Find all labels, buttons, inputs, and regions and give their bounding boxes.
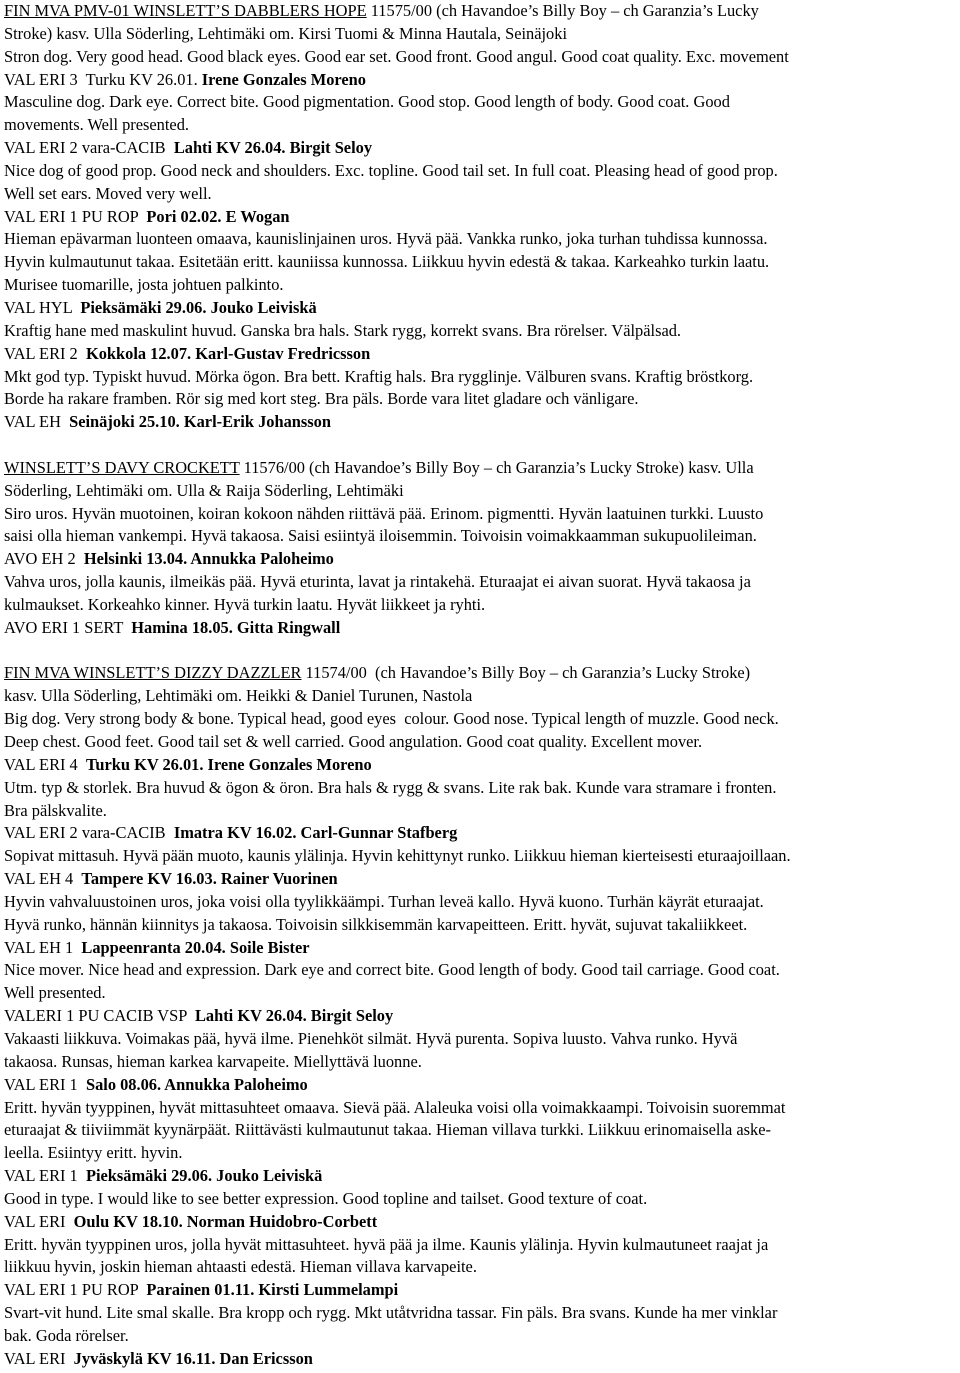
text-run: VAL ERI 2 vara-CACIB <box>4 138 174 158</box>
text-run: AVO ERI 1 SERT <box>4 617 132 637</box>
text-line <box>4 366 960 389</box>
text-line <box>4 46 960 69</box>
text-run: Eritt. hyvän tyyppinen, hyvät mittasuhteet omaava. Sievä pää. Alaleuka voisi olla voimakkaampi. Toivoisin suoremmat <box>4 1097 786 1117</box>
text-run: Hieman epävarman luonteen omaava, kaunislinjainen uros. Hyvä pää. Vankka runko, joka turhan tuhdissa kunnossa. <box>4 229 768 249</box>
text-line <box>4 937 960 960</box>
text-line <box>4 206 960 229</box>
text-line <box>4 297 960 320</box>
text-line <box>4 548 960 571</box>
text-run: Hyvä runko, hännän kiinnitys ja takaosa. Toivoisin silkkisemmän karvapeitteen. Eritt. hyvät, sujuvat takaliikkeet. <box>4 914 748 934</box>
show-and-judge: Imatra KV 16.02. Carl-Gunnar Stafberg <box>173 823 458 843</box>
text-line <box>4 525 960 548</box>
text-line <box>4 1097 960 1120</box>
text-line <box>4 1142 960 1165</box>
show-and-judge: Jyväskylä KV 16.11. Dan Ericsson <box>73 1348 313 1368</box>
dog-name-heading: FIN MVA PMV-01 WINSLETT’S DABBLERS HOPE <box>4 1 367 20</box>
text-run: VAL EH 1 <box>4 937 82 957</box>
text-run: Murisee tuomarille, josta johtuen palkinto. <box>4 275 284 295</box>
text-line <box>4 320 960 343</box>
text-run: VAL HYL <box>4 297 81 317</box>
text-run: Stroke) kasv. Ulla Söderling, Lehtimäki om. Kirsi Tuomi & Minna Hautala, Seinäjoki <box>4 23 567 43</box>
text-run: Kraftig hane med maskulint huvud. Ganska bra hals. Stark rygg, korrekt svans. Bra rörelser. Välpälsad. <box>4 320 682 340</box>
dog-name-heading: FIN MVA WINSLETT’S DIZZY DAZZLER <box>4 663 302 683</box>
text-run: VAL ERI 1 PU ROP <box>4 1280 147 1300</box>
text-line <box>4 343 960 366</box>
text-run: Mkt god typ. Typiskt huvud. Mörka ögon. Bra bett. Kraftig hals. Bra rygglinje. Välburen svans. Kraftig bröstkorg. <box>4 366 754 386</box>
text-line <box>4 1165 960 1188</box>
text-line <box>4 183 960 206</box>
text-line <box>4 800 960 823</box>
text-run: Hyvin kulmautunut takaa. Esitetään eritt. kauniissa kunnossa. Liikkuu hyvin edestä & takaa. Karkeahko turkin laatu. <box>4 252 770 272</box>
section-gap <box>4 640 960 663</box>
text-line <box>4 731 960 754</box>
text-line <box>4 457 960 480</box>
text-run: VAL ERI 2 vara-CACIB <box>4 823 174 843</box>
text-run: Big dog. Very strong body & bone. Typical head, good eyes colour. Good nose. Typical length of muzzle. Good neck. <box>4 709 779 729</box>
text-run: Svart-vit hund. Lite smal skalle. Bra kropp och rygg. Mkt utåtvridna tassar. Fin päls. Bra svans. Kunde ha mer vinklar <box>4 1303 778 1323</box>
text-line <box>4 708 960 731</box>
text-line <box>4 1256 960 1279</box>
show-and-judge: Helsinki 13.04. Annukka Paloheimo <box>83 549 334 569</box>
show-and-judge: Lahti KV 26.04. Birgit Seloy <box>194 1006 394 1026</box>
text-line <box>4 137 960 160</box>
show-and-judge: Pieksämäki 29.06. Jouko Leiviskä <box>80 297 317 317</box>
show-and-judge: Salo 08.06. Annukka Paloheimo <box>85 1074 308 1094</box>
text-line <box>4 1348 960 1371</box>
text-line <box>4 868 960 891</box>
show-and-judge: Parainen 01.11. Kirsti Lummelampi <box>146 1280 399 1300</box>
text-line <box>4 114 960 137</box>
text-run: Masculine dog. Dark eye. Correct bite. Good pigmentation. Good stop. Good length of body. Good coat. Good <box>4 92 730 112</box>
text-line <box>4 662 960 685</box>
text-line <box>4 617 960 640</box>
text-line <box>4 91 960 114</box>
text-line <box>4 69 960 92</box>
text-line <box>4 685 960 708</box>
text-run: kasv. Ulla Söderling, Lehtimäki om. Heikki & Daniel Turunen, Nastola <box>4 686 473 706</box>
text-run: leella. Esiintyy eritt. hyvin. <box>4 1143 183 1163</box>
text-run: kulmaukset. Korkeahko kinner. Hyvä turkin laatu. Hyvät liikkeet ja ryhti. <box>4 594 486 614</box>
text-line <box>4 23 960 46</box>
text-line <box>4 845 960 868</box>
text-line <box>4 777 960 800</box>
text-run: Borde ha rakare framben. Rör sig med kort steg. Bra päls. Borde vara litet gladare och vänligare. <box>4 389 639 409</box>
text-line <box>4 891 960 914</box>
show-and-judge: Lahti KV 26.04. Birgit Seloy <box>173 138 373 158</box>
text-run: Sopivat mittasuh. Hyvä pään muoto, kaunis ylälinja. Hyvin kehittynyt runko. Liikkuu hieman kierteisesti eturaajoillaan. <box>4 846 791 866</box>
text-line <box>4 754 960 777</box>
text-line <box>4 1302 960 1325</box>
text-line <box>4 251 960 274</box>
text-run: liikkuu hyvin, joskin hieman ahtaasti edestä. Hieman villava karvapeite. <box>4 1257 477 1277</box>
text-line <box>4 1119 960 1142</box>
text-run: VAL ERI 4 <box>4 754 86 774</box>
text-line <box>4 822 960 845</box>
text-line <box>4 594 960 617</box>
text-run: bak. Goda rörelser. <box>4 1325 129 1345</box>
text-line <box>4 228 960 251</box>
text-line <box>4 1279 960 1302</box>
text-run: takaosa. Runsas, hieman karkea karvapeite. Miellyttävä luonne. <box>4 1051 422 1071</box>
text-run: VAL ERI <box>4 1348 74 1368</box>
text-run: VAL ERI 1 <box>4 1166 86 1186</box>
text-run: Good in type. I would like to see better expression. Good topline and tailset. Good texture of coat. <box>4 1188 648 1208</box>
text-run: movements. Well presented. <box>4 115 190 135</box>
text-run: VALERI 1 PU CACIB VSP <box>4 1006 195 1026</box>
show-and-judge: Lappeenranta 20.04. Soile Bister <box>81 937 310 957</box>
text-run: eturaajat & tiiviimmät kyynärpäät. Riittävästi kulmautunut takaa. Hieman villava turkki. Liikkuu erinomaisella aske- <box>4 1120 771 1140</box>
section-gap <box>4 434 960 457</box>
text-run: Stron dog. Very good head. Good black eyes. Good ear set. Good front. Good angul. Good coat quality. Exc. movement <box>4 46 789 66</box>
show-and-judge: Irene Gonzales Moreno <box>201 69 366 89</box>
text-line <box>4 982 960 1005</box>
text-line <box>4 160 960 183</box>
text-run: VAL ERI 1 PU ROP <box>4 206 147 226</box>
text-run: VAL EH 4 <box>4 869 82 889</box>
text-run: Söderling, Lehtimäki om. Ulla & Raija Söderling, Lehtimäki <box>4 480 404 500</box>
text-run: Nice mover. Nice head and expression. Dark eye and correct bite. Good length of body. Good tail carriage. Good coat. <box>4 960 780 980</box>
text-line <box>4 914 960 937</box>
text-run: 11576/00 (ch Havandoe’s Billy Boy – ch Garanzia’s Lucky Stroke) kasv. Ulla <box>239 457 754 477</box>
text-run: Deep chest. Good feet. Good tail set & well carried. Good angulation. Good coat quality. Excellent mover. <box>4 732 703 751</box>
text-run: VAL ERI 2 <box>4 343 86 363</box>
text-run: AVO EH 2 <box>4 549 84 569</box>
text-run: 11574/00 (ch Havandoe’s Billy Boy – ch Garanzia’s Lucky Stroke) <box>301 663 751 683</box>
text-run: VAL EH <box>4 412 70 432</box>
text-run: Vahva uros, jolla kaunis, ilmeikäs pää. Hyvä eturinta, lavat ja rintakehä. Eturaajat ei aivan suorat. Hyvä takaosa ja <box>4 572 751 592</box>
text-line <box>4 274 960 297</box>
text-run: Siro uros. Hyvän muotoinen, koiran kokoon nähden riittävä pää. Erinom. pigmentti. Hyvän laatuinen turkki. Luusto <box>4 503 764 523</box>
text-run: VAL ERI 3 Turku KV 26.01. <box>4 69 202 89</box>
text-line <box>4 1051 960 1074</box>
text-run: Hyvin vahvaluustoinen uros, joka voisi olla tyylikkäämpi. Turhan leveä kallo. Hyvä kuono. Turhän käyrät eturaajat. <box>4 891 764 911</box>
text-line <box>4 1074 960 1097</box>
text-line <box>4 1234 960 1257</box>
show-and-judge: Tampere KV 16.03. Rainer Vuorinen <box>81 869 338 889</box>
text-run: Eritt. hyvän tyyppinen uros, jolla hyvät mittasuhteet. hyvä pää ja ilme. Kaunis ylälinja. Hyvin kulmautuneet raajat ja <box>4 1234 769 1254</box>
text-line <box>4 1005 960 1028</box>
text-run: Nice dog of good prop. Good neck and shoulders. Exc. topline. Good tail set. In full coat. Pleasing head of good prop. <box>4 160 778 180</box>
text-line <box>4 0 960 23</box>
text-line <box>4 1325 960 1348</box>
text-line <box>4 1188 960 1211</box>
text-run: VAL ERI 1 <box>4 1074 86 1094</box>
text-run: Bra pälskvalite. <box>4 800 107 820</box>
text-run: VAL ERI <box>4 1211 74 1231</box>
text-line <box>4 480 960 503</box>
text-line <box>4 411 960 434</box>
text-run: Well set ears. Moved very well. <box>4 183 212 203</box>
text-line <box>4 1028 960 1051</box>
dog-entry-section <box>4 457 960 640</box>
dog-entry-section <box>4 0 960 434</box>
show-and-judge: Hamina 18.05. Gitta Ringwall <box>131 617 341 637</box>
dog-entry-section <box>4 662 960 1370</box>
show-and-judge: Pieksämäki 29.06. Jouko Leiviskä <box>85 1166 323 1186</box>
show-and-judge: Kokkola 12.07. Karl-Gustav Fredricsson <box>85 343 371 363</box>
text-line <box>4 388 960 411</box>
text-line <box>4 503 960 526</box>
text-run: Well presented. <box>4 983 106 1003</box>
text-run: Vakaasti liikkuva. Voimakas pää, hyvä ilme. Pienehköt silmät. Hyvä purenta. Sopiva luusto. Vahva runko. Hyvä <box>4 1028 738 1048</box>
text-line <box>4 1211 960 1234</box>
text-run: saisi olla hieman vankempi. Hyvä takaosa. Saisi esiintyä iloisemmin. Toivoisin voimakkaamman sukupuolileiman. <box>4 526 757 546</box>
text-run: 11575/00 (ch Havandoe’s Billy Boy – ch Garanzia’s Lucky <box>366 1 759 20</box>
text-line <box>4 571 960 594</box>
show-and-judge: Turku KV 26.01. Irene Gonzales Moreno <box>85 754 372 774</box>
show-and-judge: Oulu KV 18.10. Norman Huidobro-Corbett <box>73 1211 378 1231</box>
dog-name-heading: WINSLETT’S DAVY CROCKETT <box>4 457 240 477</box>
show-and-judge: Seinäjoki 25.10. Karl-Erik Johansson <box>69 412 331 432</box>
text-run: Utm. typ & storlek. Bra huvud & ögon & öron. Bra hals & rygg & svans. Lite rak bak. Kunde vara stramare i fronten. <box>4 777 777 797</box>
show-and-judge: Pori 02.02. E Wogan <box>146 206 290 226</box>
text-line <box>4 959 960 982</box>
